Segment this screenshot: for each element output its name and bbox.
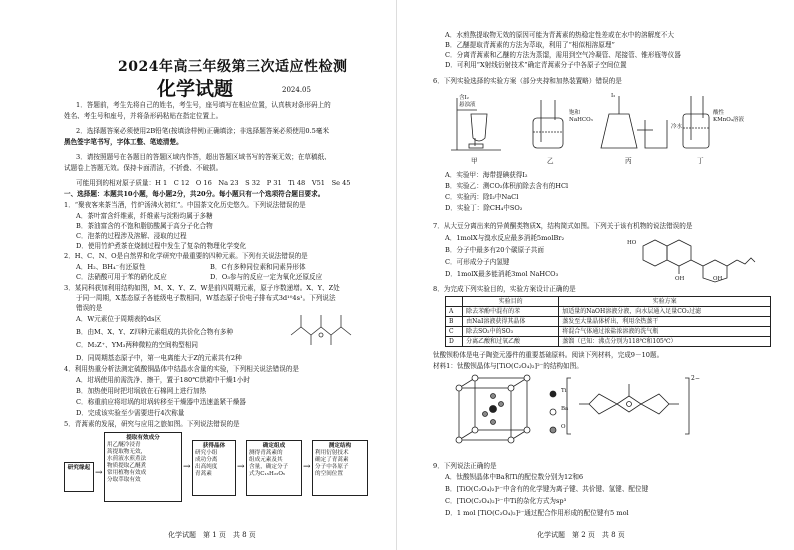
atomic-masses: 可能用到的相对原子质量：H 1 C 12 O 16 Na 23 S 32 P 31 Ti 48 V51 Se 45 [76,179,351,187]
q4-option-c: C．称重前应将坩埚的坩埚转移至干燥器中迅速盖紧干燥器 [76,398,246,406]
q3-option-b: B．由M、X、Y、Z四种元素组成的共价化合物有多种 [76,328,234,336]
flow-arrow: → [237,462,245,472]
instruction-line: 试题卷上答题无效。保持卡面清洁，不折叠、不破损。 [64,164,223,172]
legend-o: O [561,424,566,430]
q5-option-b: B．乙醚提取青蒿素的方法为萃取，利用了“相似相溶原理” [445,41,615,49]
flow-composition: 确定组成 测得青蒿素的 组成元素及其 含量，确定分子 式为C₁₅H₂₂O₅ [246,440,302,496]
q6-label-saturated: 饱和 [569,110,581,116]
q6-caption-ding: 丁 [697,157,704,165]
q2-option-c: C．法硝酸可用于苯的硝化反应 [76,273,167,281]
table-cell: 加适量的NaOH溶液分液，向水层通入足量CO₂过滤 [559,307,771,317]
q6-apparatus-figure [441,90,741,160]
q7-stem: 7．从大豆分离出来的异黄酮类物质X，结构简式如图。下列关于该有机物的说法错误的是 [433,222,693,230]
table-cell: 将混合气体通过浓盐浓溶液的洗气瓶 [559,327,771,337]
q6-stem: 6．下列实验选择的实验方案（部分夹持和加热装置略）错误的是 [433,77,622,85]
q4-option-a: A．坩埚使用前需洗净、擦干，置于180℃烘箱中干燥1小时 [76,376,250,384]
q1-option-d: D．使用竹炉煮茶在烧制过程中发生了复杂的物理化学变化 [76,242,247,250]
q9-option-d: D．1 mol [TiO(C₂O₄)₂]²⁻通过配合作用形成的配位键有5 mol [445,509,629,517]
flow-start: 研究缘起 [64,462,94,492]
flow-arrow: → [95,468,103,478]
table-cell: 除去SO₂中的SO₃ [463,327,559,337]
q6-label-suspension: 悬浊液 [459,102,476,108]
q2-option-a: A．H₂、BH₄⁻有还原性 [76,263,146,271]
table-cell: D [446,337,463,347]
q2-option-b: B．C有多种同位素和同素异形体 [210,263,306,271]
q1-option-a: A．茶叶富含纤维素，纤维素与淀粉均属于多糖 [76,212,213,220]
flow-extract: 提取有效成分 用乙醚冷浸青 蒿提取物无效， 水煎液水煎煮法 物质提取乙醚煮 常用植物有效成 分取萃取有效 [104,432,182,502]
q1-option-b: B．茶油富含的不饱和脂肪酸属于高分子化合物 [76,222,213,230]
table-cell: 除去苯酚中混有的苯 [463,307,559,317]
q6-label-i2: I₂ [611,93,616,99]
flow-crystal: 获得晶体 研究小组 成功分离 出高纯度 青蒿素 [192,440,236,496]
page-footer: 化学试题 第 1 页 共 8 页 [168,531,256,539]
table-header-row [446,297,771,307]
isoflavone-structure-figure [627,232,759,284]
q1-option-c: C．泡茶的过程涉及溶解、浸取的过程 [76,232,187,240]
q1-stem: 1．“聚夜客来茶当酒，竹炉汤沸火初红”。中国茶文化历史悠久。下列说法错误的是 [64,201,306,209]
table-row [446,307,771,317]
section-heading: 一、选择题：本题共10小题，每小题2分，共20分。每小题只有一个选项符合题目要求。 [64,190,325,198]
q3-option-a: A．W元素位于周期表的ds区 [76,315,162,323]
q6-label-cold-water: 冷水 [671,124,683,130]
q6-option-b: B．实验乙：测CO₂体积前除去含有的HCl [445,182,569,190]
q5-option-a: A．水煎熬提取物无效的原因可能为青蒿素的热稳定性差或在水中的溶解度不大 [445,31,674,39]
table-cell: 蒸发至大量晶体析出，利用余热蒸干 [559,317,771,327]
q9-stem: 9．下列说法正确的是 [433,462,497,470]
q2-stem: 2．H、C、N、O是自然界和化学研究中最重要的四种元素。下列有关说法错误的是 [64,252,308,260]
flow-structure: 测定结构 利用衍射技术 确定了青蒿素 分子中各原子 的空间位置 [312,440,368,496]
table-cell: A [446,307,463,317]
q4-option-b: B．加热使用时把坩埚放在石棉网上进行加热 [76,387,207,395]
legend-ba: Ba [561,406,569,412]
q5-stem: 5．青蒿素的发展，研究与应用之旅如图。下列说法错误的是 [64,420,240,428]
table-header: 实验方案 [559,297,771,307]
table-cell: B [446,317,463,327]
table-cell: C [446,327,463,337]
table-header: 实验目的 [463,297,559,307]
instruction-line: 姓名、考生号和座号，并将条形码粘贴在指定位置上。 [64,112,223,120]
q3-option-c: C．M₂Z⁺、YM₃两种微粒的空间构型相同 [76,341,198,349]
q8-stem: 8．为完成下列实验目的，实验方案设计正确的是 [433,285,576,293]
exam-subject: 化学试题 [157,78,234,100]
q7-label-oh-1: OH [675,276,685,282]
material-intro: 钛酸钡粉体是电子陶瓷元器件的重要基础原料。阅读下列材料，完成9－10题。 [433,351,664,359]
q4-option-d: D．完成该实验至少需要进行4次称量 [76,409,185,417]
legend-ti: Ti [561,388,567,394]
exam-title: 2024年高三年级第三次适应性检测 [118,59,348,75]
page-footer: 化学试题 第 2 页 共 8 页 [537,531,625,539]
q7-option-b: B．分子中最多有20个碳原子共面 [445,246,544,254]
instruction-line: 1．答题前，考生先将自己的姓名，考生号，座号填写在相应位置，认真核对条形码上的 [76,101,331,109]
q2-option-d: D．O₃参与的反应一定为氧化还原反应 [210,273,323,281]
table-cell: 蒸馏（已知：沸点分别为118℃和105℃） [559,337,771,347]
q7-label-oh-2: OH [713,276,723,282]
q9-option-c: C．[TiO(C₂O₄)₂]²⁻中Ti的杂化方式为sp³ [445,497,567,505]
table-cell: 分离乙酸和过氧乙酸 [463,337,559,347]
material-1: 材料1：钛酸钡晶体与[TiO(C₂O₄)₂]²⁻的结构如图。 [433,362,583,370]
q4-stem: 4．利用热重分析法测定硫酸铜晶体中结晶水含量的实验，下列相关说法错误的是 [64,365,299,373]
q6-label-kmno4: KMnO₄溶液 [713,117,744,123]
q7-option-d: D．1molX最多能消耗3mol NaHCO₃ [445,270,559,278]
q6-label-acidic: 酸性 [713,110,725,116]
q6-option-a: A．实验甲：海带提碘获得I₂ [445,171,528,179]
instruction-line: 黑色签字笔书写，字体工整、笔迹清楚。 [64,138,183,146]
q7-label-ho: HO [627,240,637,246]
instruction-line: 2．选择题答案必须使用2B铅笔(按填涂样例)正确填涂；非选择题答案必须使用0.5毫米 [76,127,330,135]
table-row [446,337,771,347]
q6-label-contain-i2: 含I₂ [459,95,469,101]
table-cell: 由NaI溶液获得其晶体 [463,317,559,327]
q8-table [445,296,771,347]
molecule-structure-figure [283,305,363,351]
q6-label-nahco3: NaHCO₃ [569,117,593,123]
q3-stem-2: 于同一周期，X基态原子各能级电子数相同，W基态原子价电子排布式3d¹⁰4s¹。下列说法 [76,294,336,302]
flow-arrow: → [303,462,311,472]
q6-option-d: D．实验丁：除CH₄中SO₂ [445,204,523,212]
table-row [446,327,771,337]
table-header [446,297,463,307]
q3-stem-3: 错误的是 [76,304,103,312]
q6-caption-yi: 乙 [547,157,554,165]
q7-option-c: C．可形成分子内氢键 [445,258,510,266]
page-2 [397,0,794,550]
q3-stem: 3．某同科获加利用结构如图，M、X、Y、Z、W是前四周期元素，原子序数递增。X、Y、Z处 [64,284,340,292]
ion-charge: 2− [691,375,700,382]
q9-option-b: B．[TiO(C₂O₄)₂]²⁻中含有的化学键为离子键、共价键、氢键、配位键 [445,485,649,493]
q5-option-c: C．分离青蒿素和乙醚的方法为蒸馏，需用到空气冷凝管、尾接管、锥形瓶等仪器 [445,51,681,59]
q6-caption-bing: 丙 [625,157,632,165]
q5-option-d: D．可利用“X射线衍射技术”确定青蒿素分子中各原子空间位置 [445,61,627,69]
crystal-structure-figure [449,374,749,454]
instruction-line: 3．请按照题号在各题目的答题区域内作答，超出答题区域书写的答案无效；在草稿纸、 [76,153,331,161]
table-row [446,317,771,327]
q3-option-d: D．同周期基态原子中，第一电离能大于Z的元素共有2种 [76,354,242,362]
q9-option-a: A．钛酸钡晶体中Ba和Ti的配位数分别为12和6 [445,473,584,481]
q6-caption-jia: 甲 [471,157,478,165]
q6-option-c: C．实验丙：除I₂中NaCl [445,193,519,201]
flow-arrow: → [183,462,191,472]
exam-date: 2024.05 [282,86,311,94]
q7-option-a: A．1molX与溴水反应最多消耗5molBr₂ [445,234,565,242]
